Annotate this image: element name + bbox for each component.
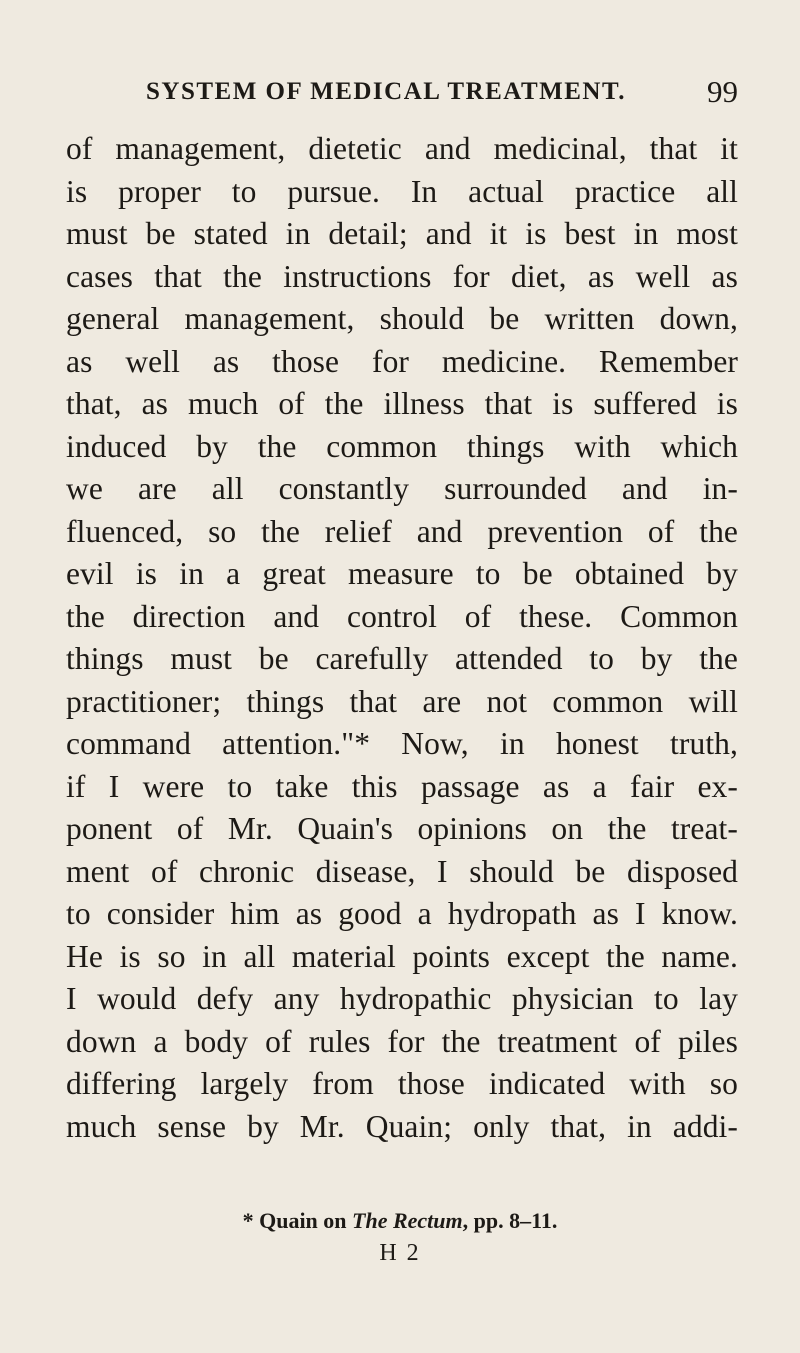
text-line: differing largely from those indicated with so [66,1066,738,1101]
text-line: as well as those for medicine. Remember [66,343,738,379]
text-line: to consider him as good a hydropath as I know. [66,896,738,931]
footnote [0,1208,800,1234]
text-line: He is so in all material points except the name. [66,938,738,974]
signature-mark: H 2 [379,1240,421,1266]
text-line: practitioner; things that are not common will [66,683,738,719]
text-line: command attention."* Now, in honest truth, [66,726,738,761]
text-line: down a body of rules for the treatment of piles [66,1023,738,1059]
text-line: much sense by Mr. Quain; only that, in addi- [66,1108,738,1144]
text-line: general management, should be written down, [66,301,738,336]
text-line: the direction and control of these. Common [66,598,738,634]
text-line: of management, dietetic and medicinal, that it [66,131,738,166]
text-line: ponent of Mr. Quain's opinions on the treat- [66,811,738,846]
body-text [66,128,738,1148]
running-title: SYSTEM OF MEDICAL TREATMENT. [146,78,627,105]
footnote-suffix: , pp. 8–11. [462,1208,558,1233]
footnote-work-title: The Rectum [352,1208,463,1233]
running-head [66,74,738,114]
text-line: if I were to take this passage as a fair ex- [66,768,738,804]
text-line: things must be carefully attended to by the [66,641,738,676]
footnote-prefix: * Quain on [242,1208,353,1233]
page-number: 99 [707,74,738,109]
text-line: ment of chronic disease, I should be disposed [66,853,738,889]
text-line: evil is in a great measure to be obtained by [66,556,738,591]
text-line: we are all constantly surrounded and in- [66,471,738,506]
text-line: must be stated in detail; and it is best in most [66,216,738,251]
text-line: is proper to pursue. In actual practice all [66,173,738,209]
text-line: fluenced, so the relief and prevention of the [66,513,738,549]
text-line: induced by the common things with which [66,428,738,464]
text-line: cases that the instructions for diet, as well as [66,258,738,294]
text-line: that, as much of the illness that is suffered is [66,386,738,421]
text-line: I would defy any hydropathic physician to lay [66,981,738,1016]
